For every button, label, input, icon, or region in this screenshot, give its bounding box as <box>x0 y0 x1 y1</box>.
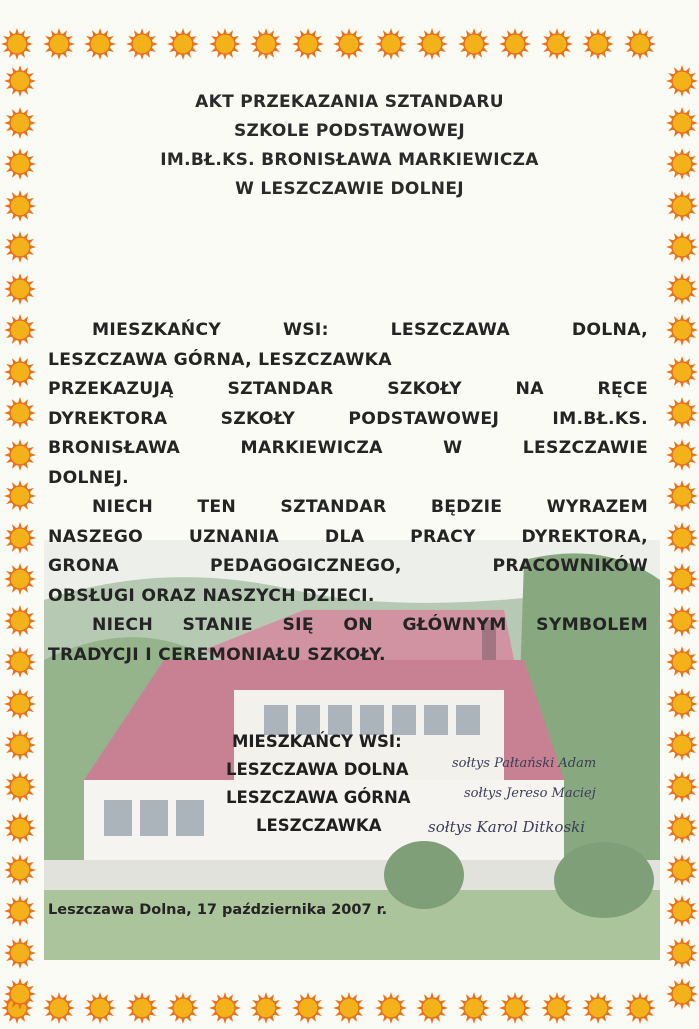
sun-ornament-icon <box>3 894 37 928</box>
document-body <box>48 316 648 670</box>
sun-ornament-icon <box>291 991 325 1025</box>
sun-border-left <box>0 0 40 1024</box>
sun-ornament-icon <box>665 894 699 928</box>
sun-ornament-icon <box>457 991 491 1025</box>
sun-ornament-icon <box>3 147 37 181</box>
sun-ornament-icon <box>166 991 200 1025</box>
sun-ornament-icon <box>665 396 699 430</box>
body-line: OBSŁUGI ORAZ NASZYCH DZIECI. <box>48 585 375 606</box>
body-line: BRONISŁAWA MARKIEWICZA W LESZCZAWIE <box>48 438 648 458</box>
sun-ornament-icon <box>665 521 699 555</box>
title-line: AKT PRZEKAZANIA SZTANDARU <box>195 92 504 112</box>
sun-ornament-icon <box>3 853 37 887</box>
body-line: MIESZKAŃCY WSI: LESZCZAWA DOLNA, <box>92 320 648 340</box>
title-line: IM.BŁ.KS. BRONISŁAWA MARKIEWICZA <box>160 150 539 170</box>
sun-ornament-icon <box>3 645 37 679</box>
sun-ornament-icon <box>3 272 37 306</box>
sun-ornament-icon <box>665 272 699 306</box>
body-line: TRADYCJI I CEREMONIAŁU SZKOŁY. <box>48 644 386 665</box>
body-line: GRONA PEDAGOGICZNEGO, PRACOWNIKÓW <box>48 556 648 576</box>
sun-ornament-icon <box>3 562 37 596</box>
village-name: LESZCZAWA GÓRNA <box>226 788 411 807</box>
sun-ornament-icon <box>208 27 242 61</box>
sun-ornament-icon <box>3 106 37 140</box>
sun-ornament-icon <box>665 106 699 140</box>
sun-ornament-icon <box>3 728 37 762</box>
sun-ornament-icon <box>374 991 408 1025</box>
sun-ornament-icon <box>665 770 699 804</box>
signatories-heading: MIESZKAŃCY WSI: <box>232 732 402 751</box>
sun-ornament-icon <box>665 147 699 181</box>
document-title <box>40 88 659 204</box>
sun-ornament-icon <box>42 27 76 61</box>
sun-ornament-icon <box>665 977 699 1011</box>
sun-ornament-icon <box>498 27 532 61</box>
title-line: W LESZCZAWIE DOLNEJ <box>235 179 464 199</box>
body-line: NIECH TEN SZTANDAR BĘDZIE WYRAZEM <box>92 497 648 517</box>
sun-ornament-icon <box>665 230 699 264</box>
body-line: DYREKTORA SZKOŁY PODSTAWOWEJ IM.BŁ.KS. <box>48 408 648 429</box>
sun-ornament-icon <box>665 313 699 347</box>
sun-ornament-icon <box>3 811 37 845</box>
sun-ornament-icon <box>623 27 657 61</box>
sun-ornament-icon <box>3 604 37 638</box>
village-name: LESZCZAWA DOLNA <box>226 760 409 779</box>
sun-ornament-icon <box>3 936 37 970</box>
sun-ornament-icon <box>665 355 699 389</box>
sun-ornament-icon <box>415 991 449 1025</box>
sun-ornament-icon <box>3 355 37 389</box>
sun-ornament-icon <box>623 991 657 1025</box>
sun-ornament-icon <box>166 27 200 61</box>
sun-ornament-icon <box>665 438 699 472</box>
sun-ornament-icon <box>540 991 574 1025</box>
sun-ornament-icon <box>291 27 325 61</box>
body-line: NIECH STANIE SIĘ ON GŁÓWNYM SYMBOLEM <box>92 615 648 635</box>
body-line: LESZCZAWA GÓRNA, LESZCZAWKA <box>48 349 392 370</box>
sun-ornament-icon <box>83 27 117 61</box>
sun-ornament-icon <box>665 811 699 845</box>
sun-ornament-icon <box>3 479 37 513</box>
sun-ornament-icon <box>125 991 159 1025</box>
sun-ornament-icon <box>125 27 159 61</box>
sun-ornament-icon <box>3 396 37 430</box>
sun-ornament-icon <box>665 562 699 596</box>
sun-ornament-icon <box>3 687 37 721</box>
sun-ornament-icon <box>208 991 242 1025</box>
sun-ornament-icon <box>42 991 76 1025</box>
body-line: NASZEGO UZNANIA DLA PRACY DYREKTORA, <box>48 526 648 547</box>
sun-ornament-icon <box>665 479 699 513</box>
handwritten-signature: sołtys Pałtański Adam <box>452 756 597 771</box>
sun-ornament-icon <box>3 977 37 1011</box>
sun-ornament-icon <box>3 189 37 223</box>
sun-border-right <box>662 0 699 1024</box>
handwritten-signature: sołtys Jereso Maciej <box>464 786 596 801</box>
sun-ornament-icon <box>3 64 37 98</box>
sun-ornament-icon <box>3 313 37 347</box>
sun-ornament-icon <box>457 27 491 61</box>
sun-border-bottom <box>0 988 699 1028</box>
sun-ornament-icon <box>415 27 449 61</box>
sun-ornament-icon <box>665 936 699 970</box>
sun-ornament-icon <box>3 230 37 264</box>
sun-ornament-icon <box>665 687 699 721</box>
sun-ornament-icon <box>665 853 699 887</box>
sun-border-top <box>0 24 699 64</box>
title-line: SZKOLE PODSTAWOWEJ <box>233 121 466 141</box>
sun-ornament-icon <box>581 991 615 1025</box>
village-name: LESZCZAWKA <box>256 816 382 835</box>
sun-ornament-icon <box>540 27 574 61</box>
sun-ornament-icon <box>665 645 699 679</box>
sun-ornament-icon <box>665 604 699 638</box>
handwritten-signature: sołtys Karol Ditkoski <box>428 818 586 836</box>
sun-ornament-icon <box>332 27 366 61</box>
sun-ornament-icon <box>3 521 37 555</box>
body-line: DOLNEJ. <box>48 467 129 488</box>
sun-ornament-icon <box>665 728 699 762</box>
sun-ornament-icon <box>665 64 699 98</box>
sun-ornament-icon <box>332 991 366 1025</box>
sun-ornament-icon <box>581 27 615 61</box>
sun-ornament-icon <box>3 438 37 472</box>
sun-ornament-icon <box>498 991 532 1025</box>
sun-ornament-icon <box>3 770 37 804</box>
sun-ornament-icon <box>249 991 283 1025</box>
sun-ornament-icon <box>374 27 408 61</box>
sun-ornament-icon <box>665 189 699 223</box>
sun-ornament-icon <box>249 27 283 61</box>
date-place-line: Leszczawa Dolna, 17 października 2007 r. <box>48 902 388 918</box>
sun-ornament-icon <box>83 991 117 1025</box>
body-line: PRZEKAZUJĄ SZTANDAR SZKOŁY NA RĘCE <box>48 379 648 399</box>
